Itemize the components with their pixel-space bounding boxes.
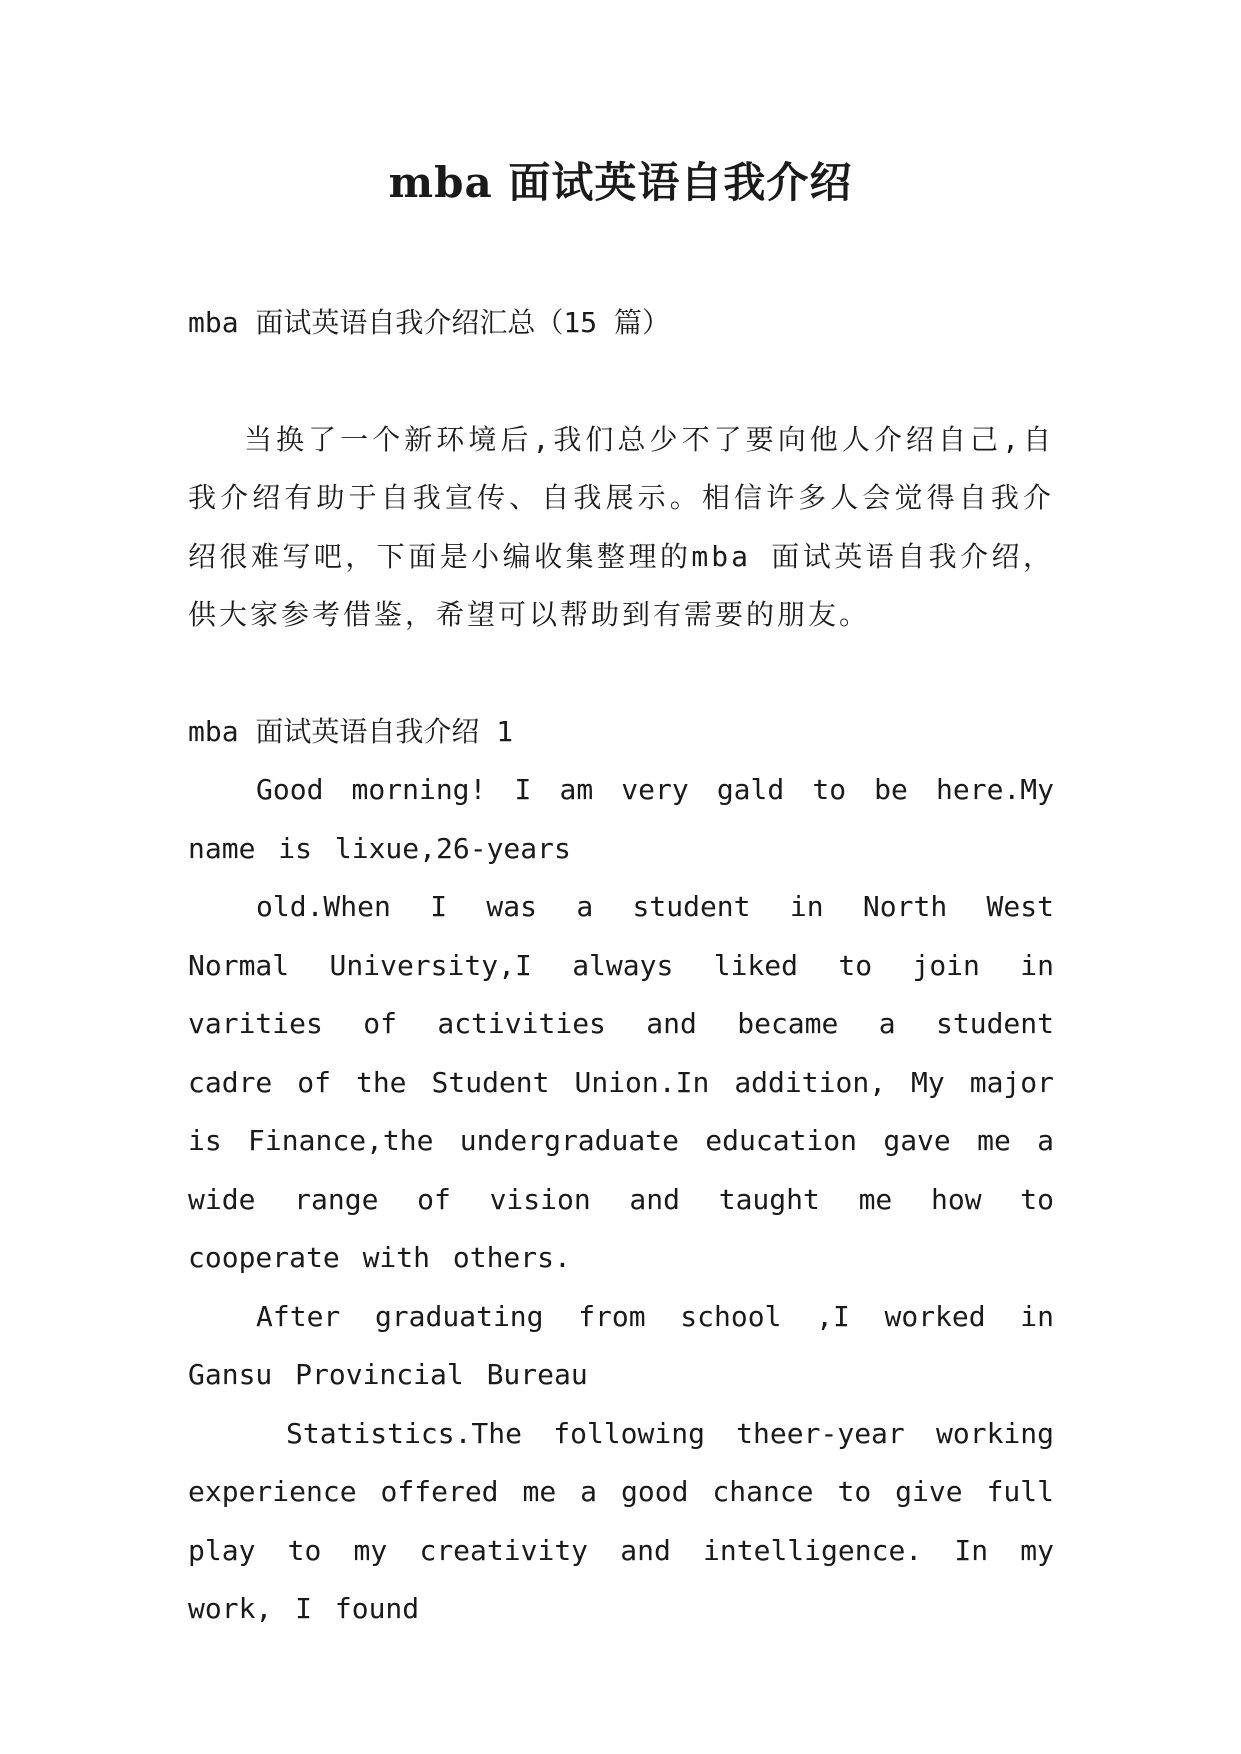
section-heading: mba 面试英语自我介绍 1 bbox=[188, 714, 514, 748]
body-paragraph-3: After graduating from school ,I worked in Gansu Provincial Bureau bbox=[188, 1299, 1054, 1391]
intro-paragraph: 当换了一个新环境后,我们总少不了要向他人介绍自己,自我介绍有助于自我宣传、自我展示。相信许多人会觉得自我介绍很难写吧，下面是小编收集整理的mba 面试英语自我介绍，供大家参考借鉴，希望可以帮助到有需要的朋友。 bbox=[188, 422, 1054, 631]
document-subtitle: mba 面试英语自我介绍汇总（15 篇） bbox=[188, 306, 671, 339]
body-paragraph-1: Good morning! I am very gald to be here.My name is lixue,26-years bbox=[188, 773, 1054, 865]
body-paragraph-2: old.When I was a student in North West Normal University,I always liked to join in varities of activities and became a student cadre of the Student Union.In addition, My major is Finance,the undergraduate education gave me a wide range of vision and taught me how to cooperate with others. bbox=[188, 890, 1054, 1274]
document-title: mba 面试英语自我介绍 bbox=[388, 158, 853, 207]
body-paragraph-4: Statistics.The following theer-year working experience offered me a good chance to give full play to my creativity and intelligence. In my work, I found bbox=[188, 1416, 1054, 1625]
document-body bbox=[188, 294, 1054, 1639]
